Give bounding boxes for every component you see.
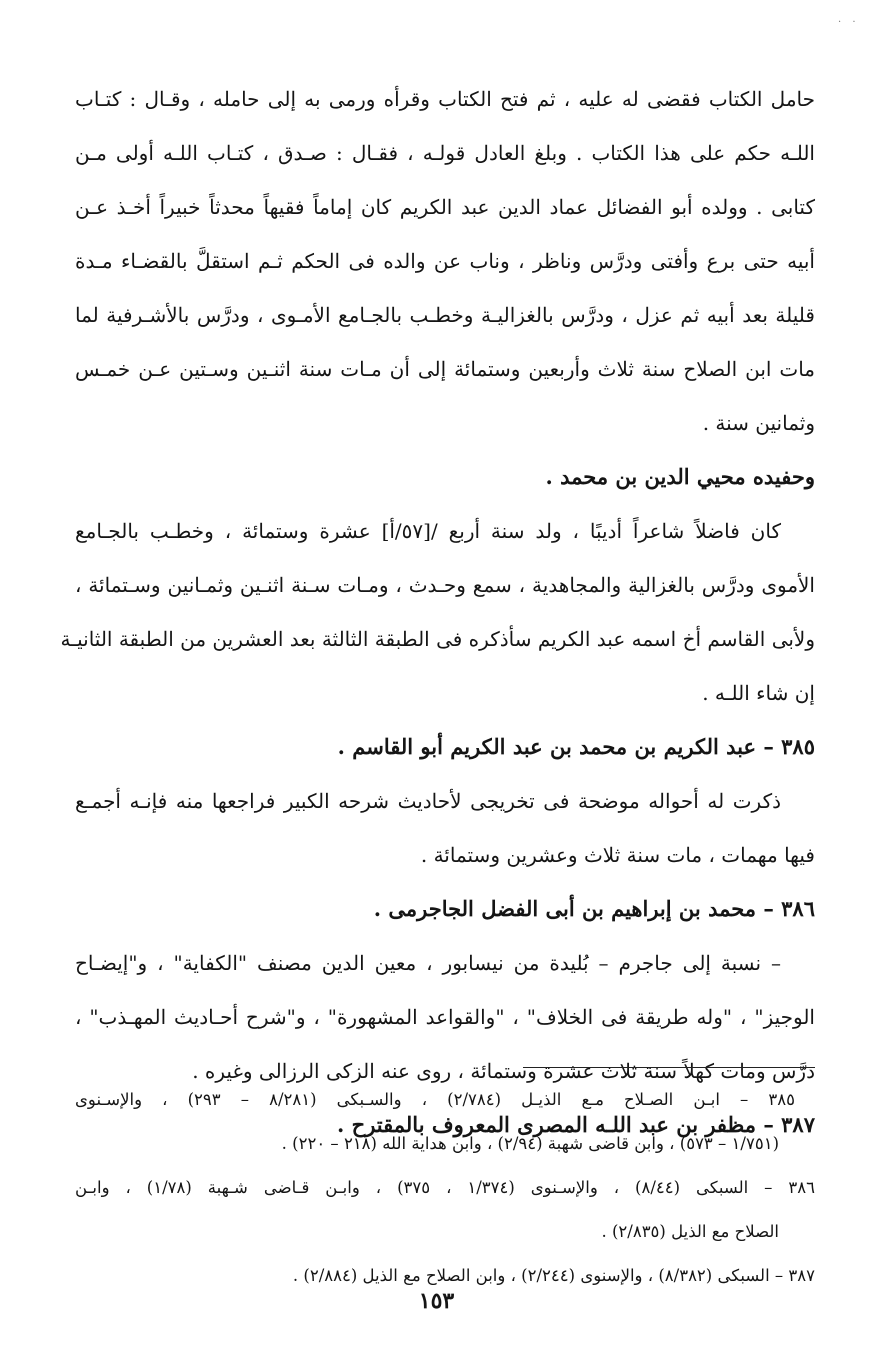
entry-heading: ٣٨٥ – عبد الكريم بن محمد بن عبد الكريم أبو القاسم . [337,734,815,759]
text-line: الأموى ودرَّس بالغزالية والمجاهدية ، سمع وحـدث ، ومـات سـنة اثنـين وثمـانين وسـتمائة ، [75,573,815,597]
text-line: – نسبة إلى جاجرم – بُليدة من نيسابور ، معين الدين مصنف "الكفاية" ، و"إيضـاح [75,951,781,975]
text-line: اللـه حكم على هذا الكتاب . وبلغ العادل قولـه ، فقـال : صـدق ، كتـاب اللـه أولى مـن [75,141,815,165]
footnote-line: ٣٨٦ – السبكى (٨/٤٤) ، والإسـنوى (١/٣٧٤ ، ٣٧٥) ، وابـن قـاضى شـهبة (١/٧٨) ، وابـن [75,1178,815,1197]
footnote-line: ٣٨٧ – السبكى (٨/٣٨٢) ، والإسنوى (٢/٢٤٤) ، وابن الصلاح مع الذيل (٢/٨٨٤) . [292,1266,815,1285]
text-line: قليلة بعد أبيه ثم عزل ، ودرَّس بالغزاليـة وخطـب بالجـامع الأمـوى ، ودرَّس بالأشـرفية لما [75,303,815,327]
text-line: أبيه حتى برع وأفتى ودرَّس وناظر ، وناب عن والده فى الحكم ثـم استقلَّ بالقضـاء مـدة [75,249,815,273]
footnote-divider [523,1067,815,1068]
text-line: وثمانين سنة . [702,411,815,435]
text-line: حامل الكتاب فقضى له عليه ، ثم فتح الكتاب وقرأه ورمى به إلى حامله ، وقـال : كتـاب [75,87,815,111]
text-line: كتابى . وولده أبو الفضائل عماد الدين عبد الكريم كان إماماً فقيهاً محدثاً خبيراً أخـذ عـن [75,195,815,219]
text-line: ذكرت له أحواله موضحة فى تخريجى لأحاديث شرحه الكبير فراجعها منه فإنـه أجمـع [75,789,781,813]
entry-heading: ٣٨٦ – محمد بن إبراهيم بن أبى الفضل الجاجرمى . [373,896,815,921]
entry-heading: وحفيده محيي الدين بن محمد . [545,464,815,489]
main-text-block [60,72,815,1152]
entry-heading: ٣٨٧ – مظفر بن عبد اللـه المصرى المعروف بالمقترح . [337,1112,815,1137]
corner-mark: . . [838,14,860,25]
text-line: ولأبى القاسم أخ اسمه عبد الكريم سأذكره فى الطبقة الثالثة بعد العشرين من الطبقة الثانيـة [60,627,815,651]
text-line: كان فاضلاً شاعراً أديبًا ، ولد سنة أربع /[٥٧/أ] عشرة وستمائة ، وخطـب بالجـامع [75,519,781,543]
page-number: ١٥٣ [418,1288,455,1314]
text-line: الوجيز" ، "وله طريقة فى الخلاف" ، "والقواعد المشهورة" ، و"شرح أحـاديث المهـذب" ، [75,1005,815,1029]
text-line: إن شاء اللـه . [702,681,815,705]
footnote-line: ٣٨٥ – ابـن الصـلاح مـع الذيـل (٢/٧٨٤) ، والسـبكى (٨/٢٨١ – ٢٩٣) ، والإسـنوى [75,1090,795,1109]
text-line: فيها مهمات ، مات سنة ثلاث وعشرين وستمائة . [420,843,815,867]
footnotes-block [75,1078,815,1298]
footnote-line: الصلاح مع الذيل (٢/٨٣٥) . [601,1222,779,1241]
text-line: درَّس ومات كهلاً سنة ثلاث عشرة وستمائة ، روى عنه الزكى الرزالى وغيره . [192,1059,815,1083]
footnote-line: (١/٧٥١ – ٥٧٣) ، وابن قاضى شهبة (٢/٩٤) ، وابن هداية الله (٢١٨ – ٢٢٠) . [281,1134,779,1153]
text-line: مات ابن الصلاح سنة ثلاث وأربعين وستمائة إلى أن مـات سنة اثنـين وسـتين عـن خمـس [75,357,815,381]
